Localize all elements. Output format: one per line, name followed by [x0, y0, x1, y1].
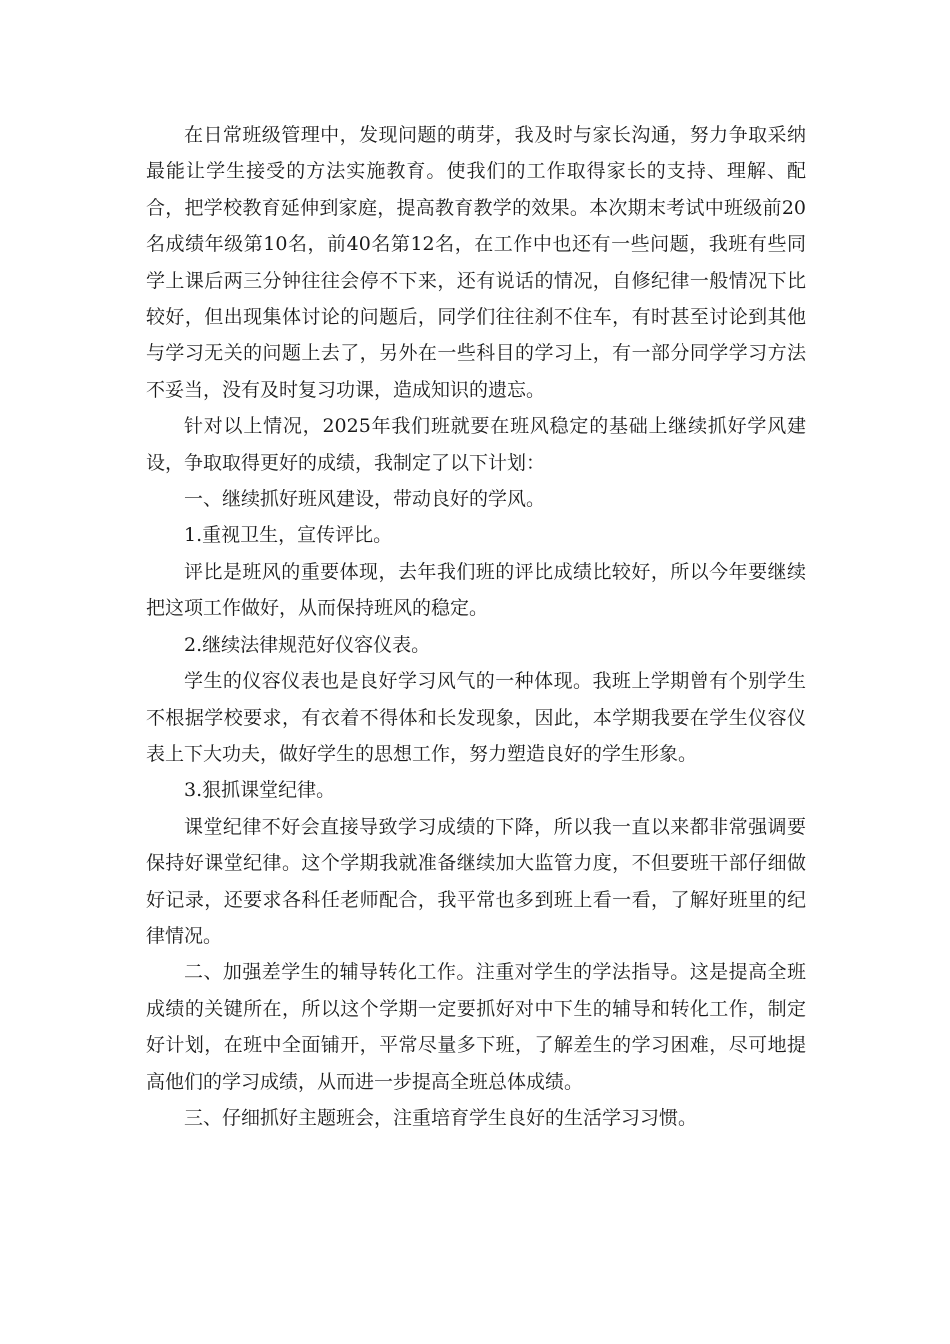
paragraph-class-management: 在日常班级管理中，发现问题的萌芽，我及时与家长沟通，努力争取采纳最能让学生接受的方法实施教育。使我们的工作取得家长的支持、理解、配合，把学校教育延伸到家庭，提高教育教学的效果。本次期末考试中班级前20名成绩年级第10名，前40名第12名，在工作中也还有一些问题，我班有些同学上课后两三分钟往往会停不下来，还有说话的情况，自修纪律一般情况下比较好，但出现集体讨论的问题后，同学们往往刹不住车，有时甚至讨论到其他与学习无关的问题上去了，另外在一些科目的学习上，有一部分同学学习方法不妥当，没有及时复习功课，造成知识的遗忘。 — [146, 124, 806, 401]
heading-section-one: 一、继续抓好班风建设，带动良好的学风。 — [184, 488, 546, 511]
paragraph-plan-intro: 针对以上情况，2025年我们班就要在班风稳定的基础上继续抓好学风建设，争取取得更好的成绩，我制定了以下计划： — [146, 415, 806, 474]
heading-section-three: 三、仔细抓好主题班会，注重培育学生良好的生活学习习惯。 — [184, 1106, 698, 1129]
heading-item-2: 2.继续法律规范好仪容仪表。 — [184, 633, 431, 656]
paragraph-item-2: 学生的仪容仪表也是良好学习风气的一种体现。我班上学期曾有个别学生不根据学校要求，有衣着不得体和长发现象，因此，本学期我要在学生仪容仪表上下大功夫，做好学生的思想工作，努力塑造良好的学生形象。 — [146, 670, 806, 765]
paragraph-section-two: 二、加强差学生的辅导转化工作。注重对学生的学法指导。这是提高全班成绩的关键所在，所以这个学期一定要抓好对中下生的辅导和转化工作，制定好计划，在班中全面铺开，平常尽量多下班，了解差生的学习困难，尽可地提高他们的学习成绩，从而进一步提高全班总体成绩。 — [146, 961, 806, 1093]
heading-item-1: 1.重视卫生，宣传评比。 — [184, 524, 393, 547]
paragraph-item-3: 课堂纪律不好会直接导致学习成绩的下降，所以我一直以来都非常强调要保持好课堂纪律。这个学期我就准备继续加大监管力度，不但要班干部仔细做好记录，还要求各科任老师配合，我平常也多到班上看一看，了解好班里的纪律情况。 — [146, 815, 806, 947]
heading-item-3: 3.狠抓课堂纪律。 — [184, 779, 336, 802]
document-page — [146, 117, 806, 1136]
paragraph-item-1: 评比是班风的重要体现，去年我们班的评比成绩比较好，所以今年要继续把这项工作做好，从而保持班风的稳定。 — [146, 560, 806, 620]
